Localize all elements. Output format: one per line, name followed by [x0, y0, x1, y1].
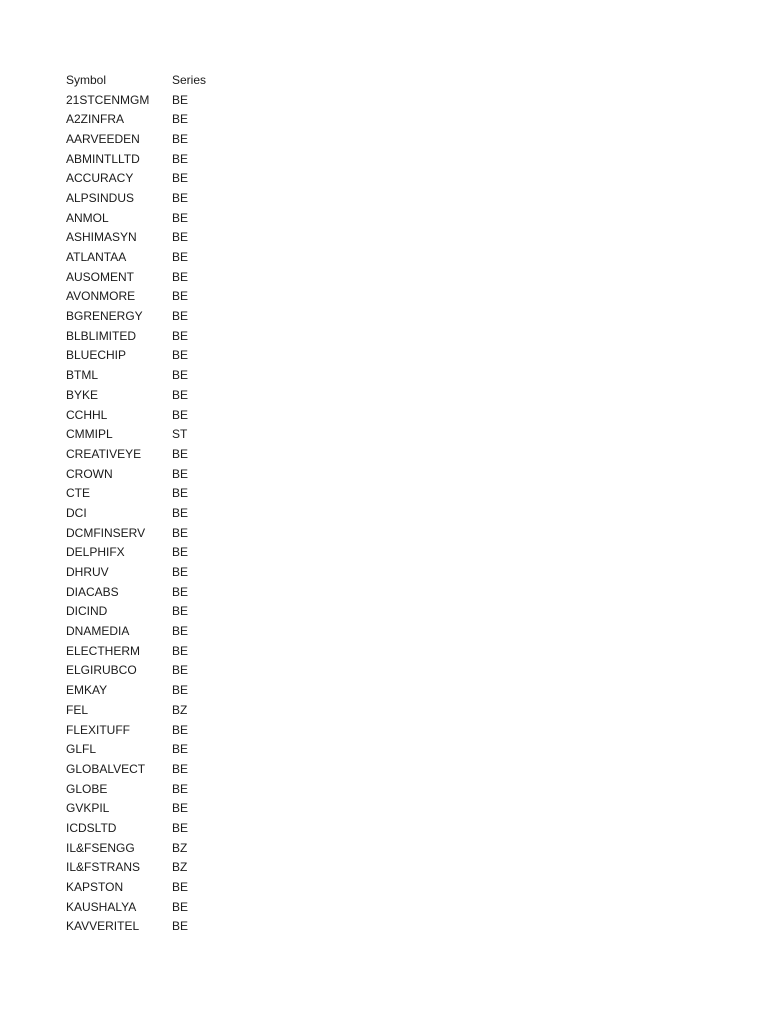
table-row — [66, 365, 232, 385]
table-row — [66, 917, 232, 937]
table-row — [66, 228, 232, 248]
table-row — [66, 877, 232, 897]
symbol-cell: 21STCENMGM — [66, 92, 150, 107]
symbol-cell: AUSOMENT — [66, 269, 135, 284]
symbol-cell: ACCURACY — [66, 171, 134, 186]
table-row — [66, 109, 232, 129]
symbol-cell: DCI — [66, 505, 87, 520]
table-row — [66, 503, 232, 523]
symbol-cell: EMKAY — [66, 683, 108, 698]
series-cell: BE — [172, 781, 189, 796]
table-row — [66, 582, 232, 602]
series-cell: BE — [172, 269, 189, 284]
series-cell: BE — [172, 328, 189, 343]
series-cell: BE — [172, 880, 189, 895]
symbol-cell: CCHHL — [66, 407, 108, 422]
series-cell: BE — [172, 899, 189, 914]
symbol-cell: AARVEEDEN — [66, 131, 140, 146]
table-row — [66, 149, 232, 169]
series-cell: BE — [172, 742, 189, 757]
symbol-cell: GLOBE — [66, 781, 108, 796]
series-cell: BE — [172, 92, 189, 107]
table-row — [66, 267, 232, 287]
symbol-cell: GLOBALVECT — [66, 761, 146, 776]
table-row — [66, 464, 232, 484]
symbol-cell: KAVVERITEL — [66, 919, 140, 934]
symbol-cell: BLUECHIP — [66, 348, 127, 363]
symbol-cell: CREATIVEYE — [66, 446, 142, 461]
symbol-cell: IL&FSENGG — [66, 840, 135, 855]
series-cell: BE — [172, 309, 189, 324]
table-row — [66, 818, 232, 838]
series-cell: BE — [172, 190, 189, 205]
series-cell: BE — [172, 151, 189, 166]
series-cell: BE — [172, 525, 189, 540]
symbol-cell: FEL — [66, 702, 89, 717]
table-row — [66, 523, 232, 543]
symbol-cell: BGRENERGY — [66, 309, 143, 324]
table-row — [66, 798, 232, 818]
symbol-cell: ICDSLTD — [66, 820, 117, 835]
table-body — [66, 90, 232, 937]
table-row — [66, 306, 232, 326]
series-cell: BE — [172, 112, 189, 127]
series-cell: BZ — [172, 860, 188, 875]
table-row — [66, 444, 232, 464]
table-row — [66, 621, 232, 641]
series-cell: BE — [172, 466, 189, 481]
table-row — [66, 346, 232, 366]
header-row — [66, 70, 232, 90]
table-row — [66, 759, 232, 779]
series-cell: BE — [172, 683, 189, 698]
table-row — [66, 129, 232, 149]
symbol-cell: DIACABS — [66, 584, 119, 599]
table-row — [66, 385, 232, 405]
series-cell: BE — [172, 446, 189, 461]
series-cell: BE — [172, 230, 189, 245]
table-row — [66, 641, 232, 661]
table-row — [66, 405, 232, 425]
series-cell: BE — [172, 348, 189, 363]
table-row — [66, 543, 232, 563]
table-row — [66, 838, 232, 858]
table-row — [66, 739, 232, 759]
symbol-cell: GVKPIL — [66, 801, 110, 816]
symbol-cell: DNAMEDIA — [66, 624, 130, 639]
table-row — [66, 326, 232, 346]
symbol-cell: ALPSINDUS — [66, 190, 135, 205]
table-row — [66, 779, 232, 799]
symbol-cell: GLFL — [66, 742, 97, 757]
table-row — [66, 680, 232, 700]
series-cell: ST — [172, 427, 188, 442]
series-cell: BE — [172, 624, 189, 639]
symbol-cell: DICIND — [66, 604, 108, 619]
symbol-cell: DHRUV — [66, 565, 109, 580]
table-row — [66, 424, 232, 444]
table-row — [66, 168, 232, 188]
symbol-cell: CROWN — [66, 466, 113, 481]
series-cell: BE — [172, 368, 189, 383]
series-cell: BE — [172, 289, 189, 304]
symbol-series-table — [66, 70, 232, 936]
symbol-cell: ATLANTAA — [66, 250, 127, 265]
symbol-cell: IL&FSTRANS — [66, 860, 141, 875]
table-row — [66, 188, 232, 208]
symbol-cell: ABMINTLLTD — [66, 151, 140, 166]
symbol-cell: CTE — [66, 486, 90, 501]
symbol-cell: ANMOL — [66, 210, 109, 225]
series-cell: BE — [172, 722, 189, 737]
series-cell: BE — [172, 801, 189, 816]
series-cell: BE — [172, 761, 189, 776]
symbol-cell: BTML — [66, 368, 99, 383]
symbol-cell: ELECTHERM — [66, 643, 141, 658]
table-row — [66, 700, 232, 720]
series-cell: BE — [172, 604, 189, 619]
table-row — [66, 287, 232, 307]
symbol-cell: DCMFINSERV — [66, 525, 146, 540]
table-row — [66, 562, 232, 582]
symbol-series-sheet — [66, 70, 232, 936]
symbol-cell: A2ZINFRA — [66, 112, 125, 127]
table-row — [66, 483, 232, 503]
table-row — [66, 720, 232, 740]
series-cell: BE — [172, 919, 189, 934]
series-cell: BE — [172, 820, 189, 835]
series-cell: BE — [172, 407, 189, 422]
series-cell: BE — [172, 643, 189, 658]
series-cell: BE — [172, 131, 189, 146]
series-cell: BE — [172, 663, 189, 678]
symbol-cell: AVONMORE — [66, 289, 136, 304]
series-cell: BZ — [172, 702, 188, 717]
series-cell: BE — [172, 565, 189, 580]
symbol-cell: KAUSHALYA — [66, 899, 137, 914]
symbol-cell: CMMIPL — [66, 427, 113, 442]
symbol-cell: ASHIMASYN — [66, 230, 137, 245]
series-cell: BE — [172, 250, 189, 265]
symbol-cell: KAPSTON — [66, 880, 124, 895]
table-row — [66, 247, 232, 267]
series-cell: BZ — [172, 840, 188, 855]
table-row — [66, 208, 232, 228]
symbol-cell: DELPHIFX — [66, 545, 125, 560]
table-row — [66, 897, 232, 917]
symbol-cell: ELGIRUBCO — [66, 663, 137, 678]
series-cell: BE — [172, 545, 189, 560]
series-cell: BE — [172, 584, 189, 599]
symbol-cell: BLBLIMITED — [66, 328, 137, 343]
table-row — [66, 858, 232, 878]
symbol-column-header: Symbol — [66, 72, 107, 87]
symbol-cell: BYKE — [66, 387, 99, 402]
series-cell: BE — [172, 210, 189, 225]
table-row — [66, 661, 232, 681]
series-cell: BE — [172, 387, 189, 402]
series-cell: BE — [172, 486, 189, 501]
series-column-header: Series — [172, 72, 207, 87]
symbol-cell: FLEXITUFF — [66, 722, 131, 737]
series-cell: BE — [172, 505, 189, 520]
table-row — [66, 602, 232, 622]
table-row — [66, 90, 232, 110]
series-cell: BE — [172, 171, 189, 186]
